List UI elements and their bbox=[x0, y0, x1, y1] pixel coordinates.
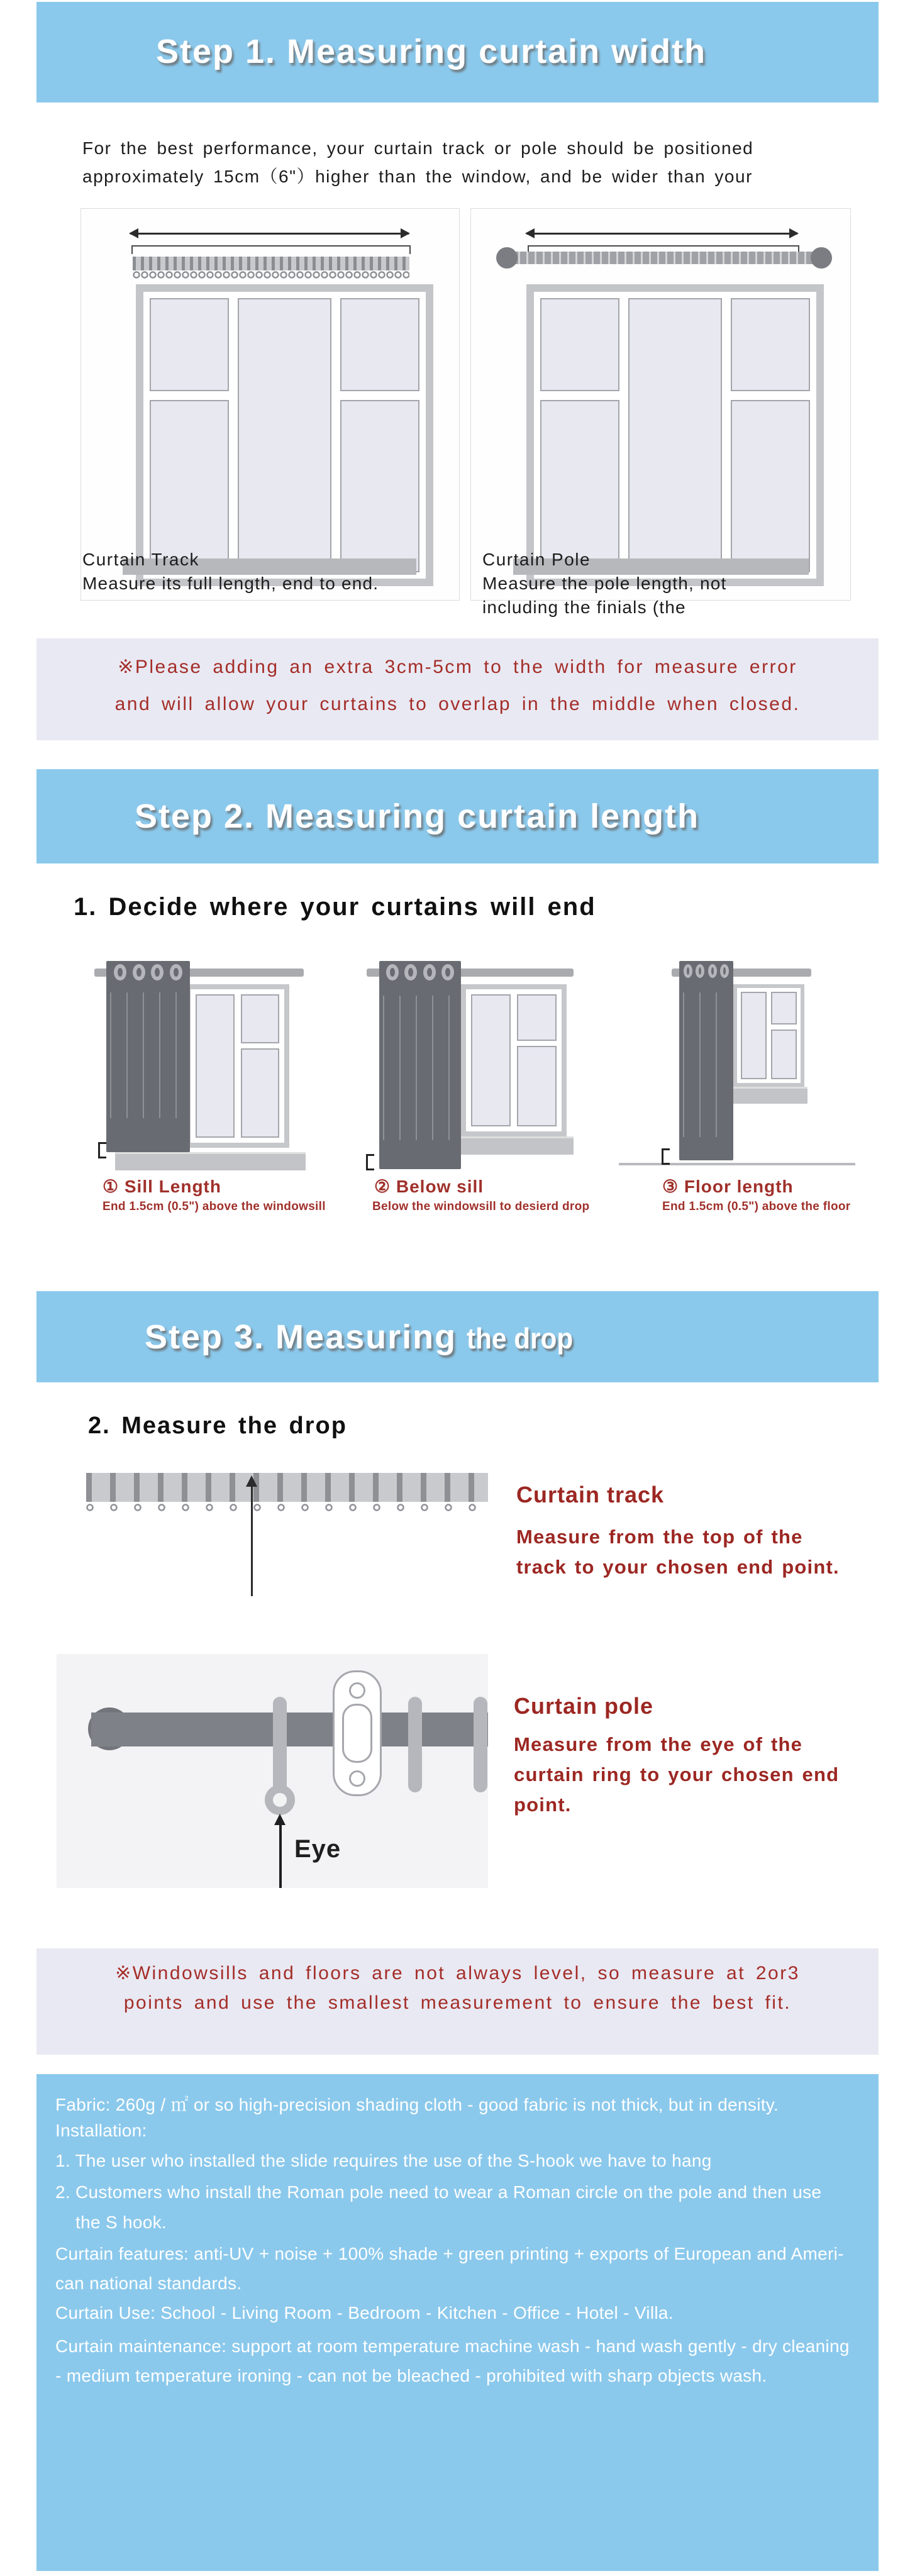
info-line: the S hook. bbox=[75, 2212, 167, 2232]
window-column bbox=[241, 994, 280, 1138]
intro-line-2: approximately 15cm（6"）higher than the window, and be wider than your bbox=[82, 167, 753, 186]
step3-title-main: Step 3. Measuring bbox=[145, 1318, 457, 1356]
step3-header-band bbox=[36, 1291, 879, 1382]
floor-length-diagram bbox=[616, 956, 910, 1226]
curtain-pleats bbox=[683, 992, 730, 1137]
measure-arrow-icon bbox=[246, 1475, 257, 1487]
grommet-icon bbox=[170, 964, 182, 980]
diagram2-label: ② Below sill bbox=[374, 1177, 484, 1196]
grommet-icon bbox=[720, 964, 729, 978]
window-pane bbox=[238, 298, 331, 572]
bracket-slot bbox=[342, 1704, 372, 1763]
sill-length-diagram bbox=[74, 956, 338, 1226]
window-column bbox=[196, 994, 235, 1138]
step2-header-band bbox=[36, 769, 879, 863]
pole-caption-line-1: Measure the pole length, not bbox=[482, 574, 727, 593]
eye-label: Eye bbox=[294, 1835, 341, 1863]
grommet-icon bbox=[441, 964, 454, 980]
pole-section-line-3: point. bbox=[514, 1794, 572, 1816]
window-column-right bbox=[731, 298, 810, 572]
window-pane bbox=[517, 994, 557, 1041]
grommets bbox=[680, 964, 732, 978]
diagram1-label: ① Sill Length bbox=[103, 1177, 221, 1196]
window-pane bbox=[241, 994, 280, 1043]
grommet-icon bbox=[404, 964, 417, 980]
grommets bbox=[108, 964, 189, 980]
grommet-icon bbox=[151, 964, 164, 980]
track-caption-line: Measure its full length, end to end. bbox=[82, 574, 379, 593]
window-pane bbox=[517, 1046, 557, 1126]
ring-eye-icon bbox=[265, 1785, 295, 1815]
window-pane bbox=[741, 992, 767, 1079]
window-pane bbox=[241, 1048, 280, 1138]
measure-mark bbox=[366, 1154, 374, 1170]
wall-bracket bbox=[333, 1670, 382, 1796]
info-line: Curtain Use: School - Living Room - Bedroom - Kitchen - Office - Hotel - Villa. bbox=[55, 2303, 674, 2323]
window-column-right bbox=[340, 298, 419, 572]
curtain bbox=[106, 961, 190, 1152]
info-line: 1. The user who installed the slide requires the use of the S-hook we have to hang bbox=[55, 2151, 712, 2170]
note-line: ※Please adding an extra 3cm-5cm to the width for measure error bbox=[118, 657, 797, 677]
curtain bbox=[679, 961, 733, 1160]
pole-section-title: Curtain pole bbox=[514, 1693, 654, 1719]
window-pane bbox=[150, 400, 229, 572]
below-sill-diagram bbox=[352, 956, 623, 1226]
grommet-icon bbox=[133, 964, 145, 980]
screw-hole bbox=[349, 1770, 365, 1787]
curtain bbox=[379, 961, 461, 1169]
window-column-left bbox=[540, 298, 619, 572]
width-arrow-icon bbox=[130, 233, 409, 235]
window bbox=[461, 984, 567, 1136]
track-section-line-1: Measure from the top of the bbox=[516, 1526, 803, 1548]
info-line: Curtain features: anti-UV + noise + 100% shade + green printing + exports of European and Ameri- bbox=[55, 2244, 844, 2263]
measure-arrow-line bbox=[251, 1487, 253, 1596]
step1-title: Step 1. Measuring curtain width bbox=[156, 33, 707, 70]
eye-arrow-line bbox=[279, 1825, 282, 1888]
window-pane bbox=[731, 400, 810, 572]
track-section-line-2: track to your chosen end point. bbox=[516, 1556, 840, 1578]
grommet-icon bbox=[386, 964, 399, 980]
window-column bbox=[771, 992, 797, 1079]
width-arrow-icon bbox=[526, 233, 797, 235]
step3-title bbox=[145, 1318, 582, 1357]
curtain-pole-bar bbox=[510, 252, 818, 264]
pole-section-line-1: Measure from the eye of the bbox=[514, 1733, 803, 1755]
pole-finial-left bbox=[496, 247, 518, 269]
info-line: - medium temperature ironing - can not be bleached - prohibited with sharp objects wash. bbox=[55, 2366, 767, 2385]
curtain-pleats bbox=[383, 996, 457, 1140]
curtain-ring bbox=[408, 1697, 422, 1792]
info-line: Installation: bbox=[55, 2121, 147, 2140]
windowsill bbox=[115, 1152, 306, 1170]
grommet-icon bbox=[696, 964, 704, 978]
grommet-icon bbox=[114, 964, 126, 980]
step2-heading: 1. Decide where your curtains will end bbox=[74, 893, 596, 921]
windowsill bbox=[728, 1087, 807, 1104]
curtain-track-diagram bbox=[80, 208, 460, 601]
curtain-pole-illustration bbox=[57, 1654, 488, 1888]
product-info-box bbox=[36, 2074, 879, 2571]
window bbox=[136, 284, 433, 586]
step1-header-band bbox=[36, 2, 879, 103]
window-pane bbox=[771, 1030, 797, 1079]
window-column-middle bbox=[238, 298, 331, 572]
window-pane bbox=[196, 994, 235, 1138]
window-column bbox=[741, 992, 767, 1079]
note-line: points and use the smallest measurement to ensure the best fit. bbox=[123, 1992, 792, 2013]
window-pane bbox=[731, 298, 810, 391]
window-pane bbox=[340, 298, 419, 391]
window bbox=[733, 984, 804, 1087]
curtain-pleats bbox=[110, 992, 186, 1118]
window-pane bbox=[540, 298, 619, 391]
track-hooks bbox=[133, 270, 409, 280]
window-column bbox=[517, 994, 557, 1126]
info-line: 2. Customers who install the Roman pole need to wear a Roman circle on the pole and then use bbox=[55, 2182, 822, 2202]
curtain-ring bbox=[273, 1697, 287, 1792]
grommet-icon bbox=[684, 964, 692, 978]
step3-heading: 2. Measure the drop bbox=[88, 1413, 347, 1439]
window-pane bbox=[628, 298, 722, 572]
info-line: Curtain maintenance: support at room temperature machine wash - hand wash gently - dry cleaning bbox=[55, 2336, 850, 2356]
grommets bbox=[380, 964, 460, 980]
width-note bbox=[36, 638, 879, 740]
eye-arrow-icon bbox=[274, 1814, 286, 1825]
window bbox=[186, 984, 289, 1148]
step2-title: Step 2. Measuring curtain length bbox=[135, 797, 700, 835]
diagram3-label: ③ Floor length bbox=[662, 1177, 794, 1196]
floor-line bbox=[619, 1163, 855, 1165]
intro-line-1: For the best performance, your curtain track or pole should be positioned bbox=[82, 138, 754, 158]
window-pane bbox=[471, 994, 511, 1126]
screw-hole bbox=[349, 1682, 365, 1699]
note-line: and will allow your curtains to overlap in the middle when closed. bbox=[114, 694, 801, 714]
info-line: can national standards. bbox=[55, 2273, 242, 2293]
diagram2-desc: Below the windowsill to desierd drop bbox=[372, 1200, 590, 1213]
pole-finial-right bbox=[811, 247, 832, 269]
step3-title-sub: the drop bbox=[467, 1322, 574, 1355]
track-hooks bbox=[86, 1503, 488, 1513]
pole-section-line-2: curtain ring to your chosen end bbox=[514, 1763, 840, 1785]
window-pane bbox=[340, 400, 419, 572]
window-column bbox=[471, 994, 511, 1126]
measure-mark bbox=[98, 1142, 106, 1158]
window-column-left bbox=[150, 298, 229, 572]
window-pane bbox=[150, 298, 229, 391]
curtain-ring bbox=[474, 1697, 487, 1792]
measure-mark bbox=[662, 1148, 670, 1165]
grommet-icon bbox=[708, 964, 717, 978]
window-pane bbox=[540, 400, 619, 572]
measure-bracket bbox=[131, 245, 411, 254]
diagram3-desc: End 1.5cm (0.5") above the floor bbox=[662, 1200, 851, 1213]
diagram1-desc: End 1.5cm (0.5") above the windowsill bbox=[103, 1200, 326, 1213]
window bbox=[526, 284, 824, 586]
curtain-pole-bar bbox=[91, 1713, 488, 1746]
windowsill bbox=[453, 1136, 574, 1155]
curtain-pole-diagram bbox=[470, 208, 851, 601]
curtain-track-bar bbox=[86, 1473, 488, 1502]
level-note bbox=[36, 1948, 879, 2055]
track-caption-title: Curtain Track bbox=[82, 550, 199, 569]
pole-caption-line-2: including the finials (the bbox=[482, 597, 686, 617]
info-line: Fabric: 260g / ㎡ or so high-precision shading cloth - good fabric is not thick, but in density. bbox=[55, 2095, 779, 2114]
grommet-icon bbox=[423, 964, 436, 980]
window-pane bbox=[771, 992, 797, 1024]
note-line: ※Windowsills and floors are not always level, so measure at 2or3 bbox=[115, 1963, 800, 1984]
curtain-track-bar bbox=[133, 257, 409, 270]
window-column-middle bbox=[628, 298, 722, 572]
pole-caption-title: Curtain Pole bbox=[482, 550, 591, 569]
track-section-title: Curtain track bbox=[516, 1482, 665, 1507]
